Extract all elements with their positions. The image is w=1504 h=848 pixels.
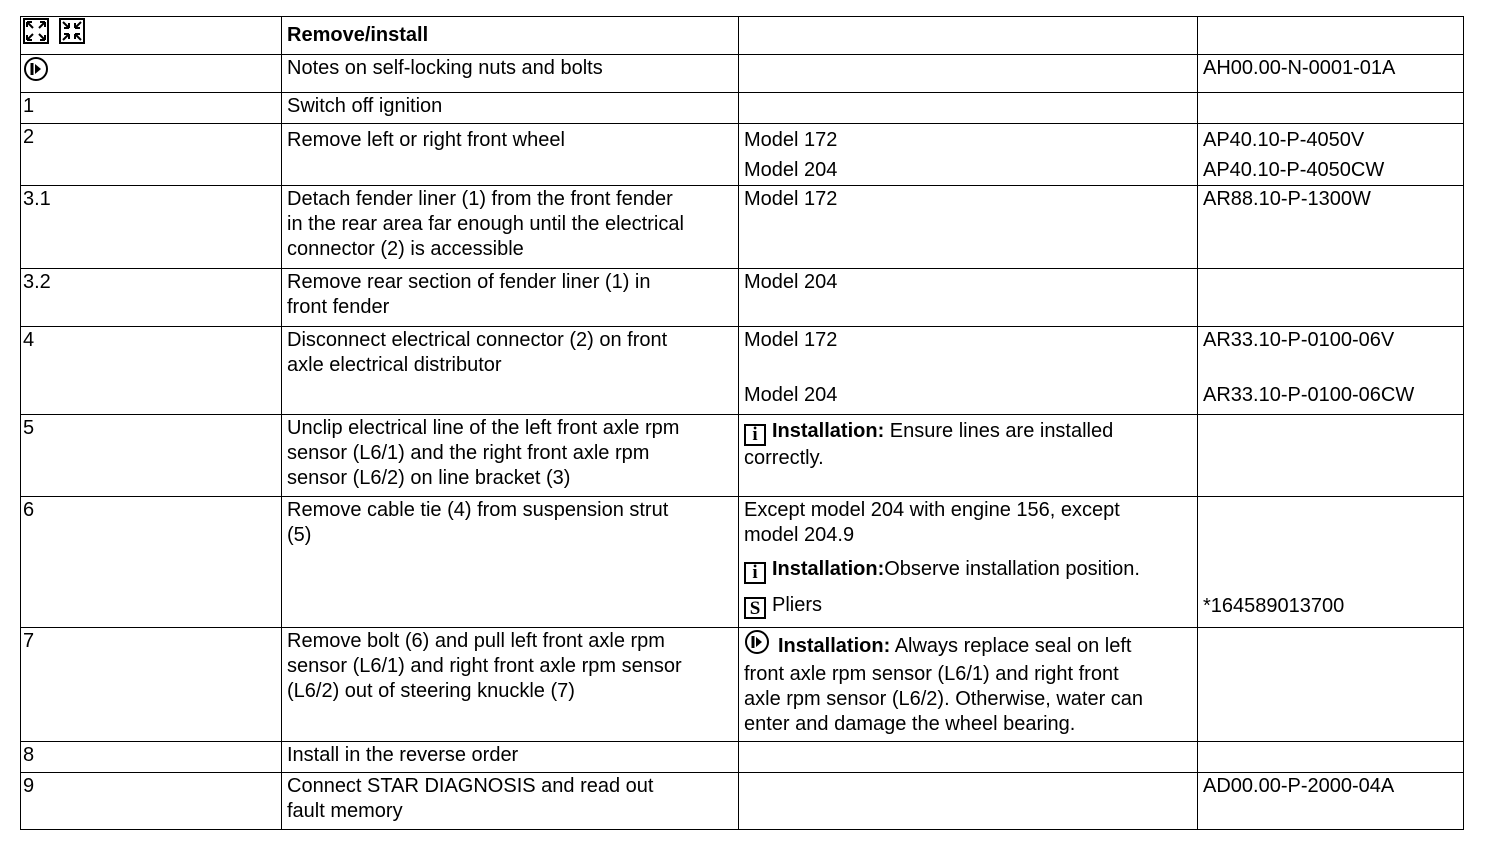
empty-cell [739, 93, 1198, 124]
note-arrow-icon [744, 629, 770, 662]
installation-label: Installation: [778, 635, 891, 657]
header-icons-cell [21, 17, 282, 55]
empty-cell [1198, 415, 1464, 497]
model-label: Model 172 [744, 129, 838, 151]
table-row [21, 327, 1464, 415]
empty-cell [1198, 628, 1464, 742]
installation-text: Ensure lines are installed [884, 420, 1114, 442]
step-text [282, 415, 739, 497]
step-text-line: (L6/2) out of steering knuckle (7) [287, 680, 575, 702]
ref-cell [1198, 327, 1464, 415]
step-text [282, 186, 739, 269]
table-row [21, 269, 1464, 327]
tool-ref-link[interactable]: *164589013700 [1203, 595, 1345, 617]
table-row [21, 415, 1464, 497]
condition-text: model 204.9 [744, 524, 855, 546]
table-row [21, 742, 1464, 773]
empty-cell [739, 773, 1198, 830]
step-number: 4 [21, 327, 282, 415]
procedure-table [20, 16, 1464, 830]
model-label: Model 172 [739, 186, 1198, 269]
installation-note-cell [739, 415, 1198, 497]
step-text: Switch off ignition [282, 93, 739, 124]
step-text-line: Remove cable tie (4) from suspension strut [287, 499, 669, 521]
empty-cell [1198, 93, 1464, 124]
installation-text: axle rpm sensor (L6/2). Otherwise, water can [744, 688, 1144, 710]
step-number: 3.1 [21, 186, 282, 269]
table-row [21, 497, 1464, 628]
step-text: Remove left or right front wheel [282, 124, 739, 186]
step-text-line: axle electrical distributor [287, 354, 502, 376]
header-empty-cell [1198, 17, 1464, 55]
table-row [21, 773, 1464, 830]
step-text-line: in the rear area far enough until the electrical [287, 213, 684, 235]
doc-ref-link[interactable]: AR33.10-P-0100-06V [1203, 329, 1395, 351]
step-text-line: Unclip electrical line of the left front axle rpm [287, 417, 680, 439]
model-label: Model 172 [744, 329, 838, 351]
info-icon: i [744, 562, 766, 584]
model-label: Model 204 [744, 159, 838, 181]
table-row [21, 93, 1464, 124]
step-number: 7 [21, 628, 282, 742]
step-number: 8 [21, 742, 282, 773]
step-number: 2 [21, 124, 282, 186]
model-label: Model 204 [744, 384, 838, 406]
step-text: Install in the reverse order [282, 742, 739, 773]
step-number: 1 [21, 93, 282, 124]
table-row [21, 628, 1464, 742]
step-text-line: sensor (L6/1) and the right front axle rpm [287, 442, 650, 464]
table-row-header [21, 17, 1464, 55]
installation-text: Observe installation position. [884, 558, 1140, 580]
info-icon: i [744, 424, 766, 446]
step-text-line: Remove rear section of fender liner (1) in [287, 271, 651, 293]
step-number: 5 [21, 415, 282, 497]
model-cell [739, 124, 1198, 186]
tool-icon: S [744, 597, 766, 619]
step-text-line: connector (2) is accessible [287, 238, 524, 260]
header-empty-cell [739, 17, 1198, 55]
empty-cell [1198, 269, 1464, 327]
step-number: 9 [21, 773, 282, 830]
empty-cell [1198, 742, 1464, 773]
doc-ref-link[interactable]: AD00.00-P-2000-04A [1198, 773, 1464, 830]
expand-icon[interactable] [23, 18, 49, 51]
table-row [21, 186, 1464, 269]
model-cell [739, 327, 1198, 415]
notes-text: Notes on self-locking nuts and bolts [282, 55, 739, 93]
empty-cell [739, 742, 1198, 773]
doc-ref-link[interactable]: AP40.10-P-4050V [1203, 129, 1365, 151]
step-text-line: (5) [287, 524, 312, 546]
installation-text: front axle rpm sensor (L6/1) and right front [744, 663, 1119, 685]
installation-label: Installation: [772, 558, 885, 580]
step-text-line: Detach fender liner (1) from the front fender [287, 188, 673, 210]
step-text-line: sensor (L6/2) on line bracket (3) [287, 467, 571, 489]
tool-text: Pliers [772, 593, 823, 616]
step-text-line: Connect STAR DIAGNOSIS and read out [287, 775, 654, 797]
step-number: 3.2 [21, 269, 282, 327]
doc-ref-link[interactable]: AR88.10-P-1300W [1198, 186, 1464, 269]
page-title: Remove/install [282, 17, 739, 55]
installation-text: correctly. [744, 446, 824, 469]
step-text [282, 327, 739, 415]
step-text [282, 269, 739, 327]
installation-text: Always replace seal on left [890, 635, 1132, 657]
notes-empty-cell [739, 55, 1198, 93]
step-text [282, 628, 739, 742]
step-text-line: fault memory [287, 800, 403, 822]
installation-label: Installation: [772, 420, 885, 442]
step-text-line: front fender [287, 296, 390, 318]
step-text [282, 497, 739, 628]
condition-text: Except model 204 with engine 156, except [744, 499, 1120, 521]
model-label: Model 204 [739, 269, 1198, 327]
notes-icon-cell [21, 55, 282, 93]
table-row [21, 124, 1464, 186]
step-text-line: Remove bolt (6) and pull left front axle rpm [287, 630, 665, 652]
doc-ref-link[interactable]: AP40.10-P-4050CW [1203, 159, 1385, 181]
step-text-line: sensor (L6/1) and right front axle rpm sensor [287, 655, 682, 677]
tool-ref-cell [1198, 497, 1464, 628]
step-number: 6 [21, 497, 282, 628]
note-arrow-icon [23, 56, 49, 82]
installation-note-cell [739, 628, 1198, 742]
step-text [282, 773, 739, 830]
table-row-notes [21, 55, 1464, 93]
installation-text: enter and damage the wheel bearing. [744, 713, 1076, 735]
ref-cell [1198, 124, 1464, 186]
collapse-icon[interactable] [59, 18, 85, 51]
notes-ref[interactable]: AH00.00-N-0001-01A [1198, 55, 1464, 93]
step-text-line: Disconnect electrical connector (2) on front [287, 329, 668, 351]
doc-ref-link[interactable]: AR33.10-P-0100-06CW [1203, 384, 1415, 406]
condition-cell [739, 497, 1198, 628]
